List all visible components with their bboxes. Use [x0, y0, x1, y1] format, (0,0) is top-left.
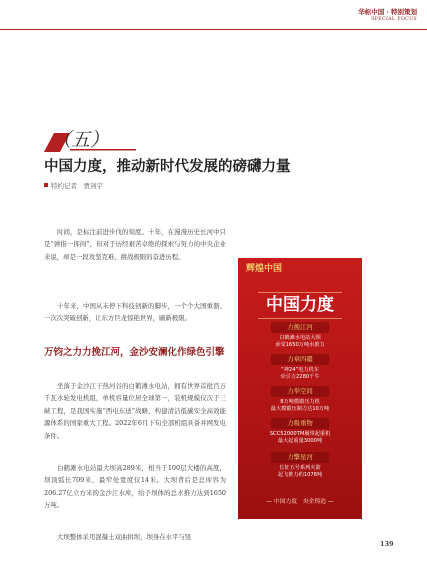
- section-subhead: 万钧之力力挽江河，金沙安澜化作绿色引擎: [44, 347, 225, 358]
- body-paragraph-3: 大坝整体采用混凝土双曲拱坝，坝身在水平与竖: [57, 533, 192, 541]
- poster-item-desc: 白鹤滩水电站大坝: [279, 335, 321, 341]
- column-name-en: SPECIAL FOCUS: [371, 17, 417, 22]
- page-number: 139: [380, 540, 394, 548]
- poster-item-desc: “神24”电力机车: [281, 367, 319, 373]
- poster-item-desc: 最大起重量3000吨: [277, 438, 323, 444]
- poster-item-label: 力挽江河: [271, 322, 329, 333]
- body-paragraph-2: 白鹤滩水电站最大坝高289米，相当于100层大楼的高度，坝顶弧长709米，最窄处宽度仅14米。大坝背后是总库容为206.27亿立方米的金沙江水库，给予坝体的总水推力达到1650万吨。: [44, 464, 226, 510]
- intro-paragraph-1: 时间，是标注前进步伐的刻度。十年，在漫漫历史长河中只是“弹指一挥间”，但对于历经艰苦卓绝的探索与努力的中央企业来说，却是一段攻坚克难、挑战极限的奋进历程。: [44, 228, 226, 261]
- column-name: 华标中国 · 特别策划: [358, 8, 417, 16]
- byline-text: 特约记者 贾剑宇: [51, 182, 103, 190]
- byline: [44, 182, 103, 191]
- poster-footer: — 中国力度 央企铸造 —: [266, 499, 334, 505]
- poster-logo: 辉煌中国: [246, 264, 283, 274]
- poster-item-label: 力擎星河: [271, 452, 329, 463]
- byline-marker: [44, 183, 48, 187]
- infographic-poster: [238, 258, 362, 519]
- poster-main-title: 中国力度: [266, 295, 334, 315]
- poster-item-label: 力章四疆: [271, 354, 329, 365]
- intro-paragraph-2: 十年来，中国从未停下科技创新的脚步，一个个大国重器、一次次突破创新，让东方巨龙惊艳世界，刷新极限。: [44, 302, 226, 323]
- poster-item-desc: SCC52000TM履带起重机: [269, 431, 331, 437]
- header-rule: [0, 29, 427, 30]
- poster-item-desc: 长征五号系列火箭: [279, 465, 321, 471]
- poster-item-label: 力吸重物: [271, 418, 329, 429]
- poster-item-label: 力举空间: [271, 386, 329, 397]
- poster-item-desc: 承受1650万吨水推力: [275, 342, 325, 348]
- poster-item-desc: 最大模锻压制力达10万吨: [270, 406, 330, 412]
- poster-item-desc: 牵引力2280千牛: [280, 374, 320, 380]
- poster-item-desc: 起飞推力约1078吨: [277, 472, 323, 478]
- poster-rule-bottom: [258, 318, 342, 319]
- poster-rule-top: [258, 292, 342, 293]
- article-title: 中国力度，推动新时代发展的磅礴力量: [44, 159, 291, 175]
- section-number: （五）: [52, 129, 110, 151]
- poster-item-desc: 8万吨模锻压力机: [280, 399, 320, 405]
- body-paragraph-1: 坐落于金沙江干热河谷的白鹤滩水电站，拥有世界首批百万千瓦水轮发电机组，单机容量位居全球第一，装机规模仅次于三峡工程，是我国实施“西电东送”战略、构建清洁低碳安全高效能源体系的国家重大工程。2022年6月下旬全部机组具备并网发电条件。: [44, 382, 226, 440]
